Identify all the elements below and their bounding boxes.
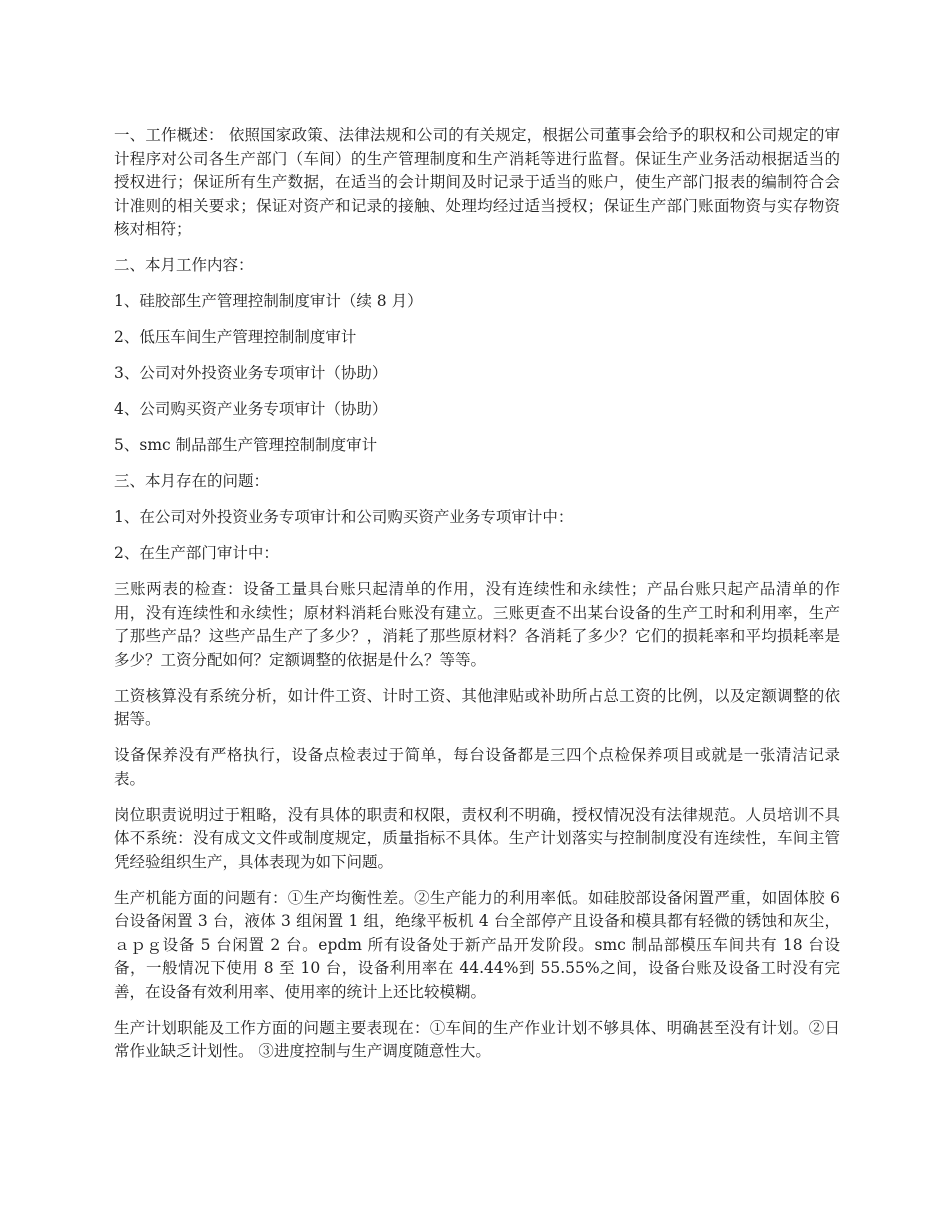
work-item-5: 5、smc 制品部生产管理控制制度审计 — [114, 436, 378, 454]
paragraph-equipment-maintenance: 设备保养没有严格执行，设备点检表过于简单，每台设备都是三四个点检保养项目或就是一张清洁记录表。 — [114, 746, 840, 788]
work-item-1: 1、硅胶部生产管理控制制度审计（续 8 月） — [114, 292, 423, 310]
section-heading-problems: 三、本月存在的问题： — [114, 472, 270, 490]
paragraph-production-planning: 生产计划职能及工作方面的问题主要表现在：①车间的生产作业计划不够具体、明确甚至没有计划。②日常作业缺乏计划性。 ③进度控制与生产调度随意性大。 — [114, 1018, 840, 1060]
paragraph-ledger-check: 三账两表的检查：设备工量具台账只起清单的作用，没有连续性和永续性；产品台账只起产品清单的作用，没有连续性和永续性；原材料消耗台账没有建立。三账更查不出某台设备的生产工时和利用率，生产了那些产品？这些产品生产了多少？，消耗了那些原材料？各消耗了多少？它们的损耗率和平均损耗率是多少？工资分配如何？定额调整的依据是什么？等等。 — [114, 580, 840, 669]
problem-item-2: 2、在生产部门审计中： — [114, 544, 279, 562]
work-item-3: 3、公司对外投资业务专项审计（协助） — [114, 364, 388, 382]
problem-item-1: 1、在公司对外投资业务专项审计和公司购买资产业务专项审计中： — [114, 508, 574, 526]
paragraph-wage-accounting: 工资核算没有系统分析，如计件工资、计时工资、其他津贴或补助所占总工资的比例，以及定额调整的依据等。 — [114, 686, 840, 728]
section-overview-paragraph: 一、工作概述： 依照国家政策、法律法规和公司的有关规定，根据公司董事会给予的职权和公司规定的审计程序对公司各生产部门（车间）的生产管理制度和生产消耗等进行监督。保证生产业务活动根据适当的授权进行；保证所有生产数据，在适当的会计期间及时记录于适当的账户，使生产部门报表的编制符合会计准则的相关要求；保证对资产和记录的接触、处理均经过适当授权；保证生产部门账面物资与实存物资核对相符； — [114, 126, 840, 238]
paragraph-job-responsibilities: 岗位职责说明过于粗略，没有具体的职责和权限，责权利不明确，授权情况没有法律规范。人员培训不具体不系统：没有成文文件或制度规定，质量指标不具体。生产计划落实与控制制度没有连续性，车间主管凭经验组织生产，具体表现为如下问题。 — [114, 805, 840, 871]
work-item-4: 4、公司购买资产业务专项审计（协助） — [114, 400, 388, 418]
document-body — [114, 124, 840, 1076]
paragraph-production-function: 生产机能方面的问题有：①生产均衡性差。②生产能力的利用率低。如硅胶部设备闲置严重，如固体胶 6 台设备闲置 3 台，液体 3 组闲置 1 组，绝缘平板机 4 台全部停产且设备和模具都有轻微的锈蚀和灰尘，ａｐｇ设备 5 台闲置 2 台。epdm 所有设备处于新产品开发阶段。smc 制品部模压车间共有 18 台设备，一般情况下使用 8 至 10 台，设备利用率在 44.44%到 55.55%之间，设备台账及设备工时没有完善，在设备有效利用率、使用率的统计上还比较模糊。 — [114, 888, 840, 1001]
work-item-2: 2、低压车间生产管理控制制度审计 — [114, 328, 357, 346]
section-heading-monthly-work: 二、本月工作内容： — [114, 256, 254, 274]
